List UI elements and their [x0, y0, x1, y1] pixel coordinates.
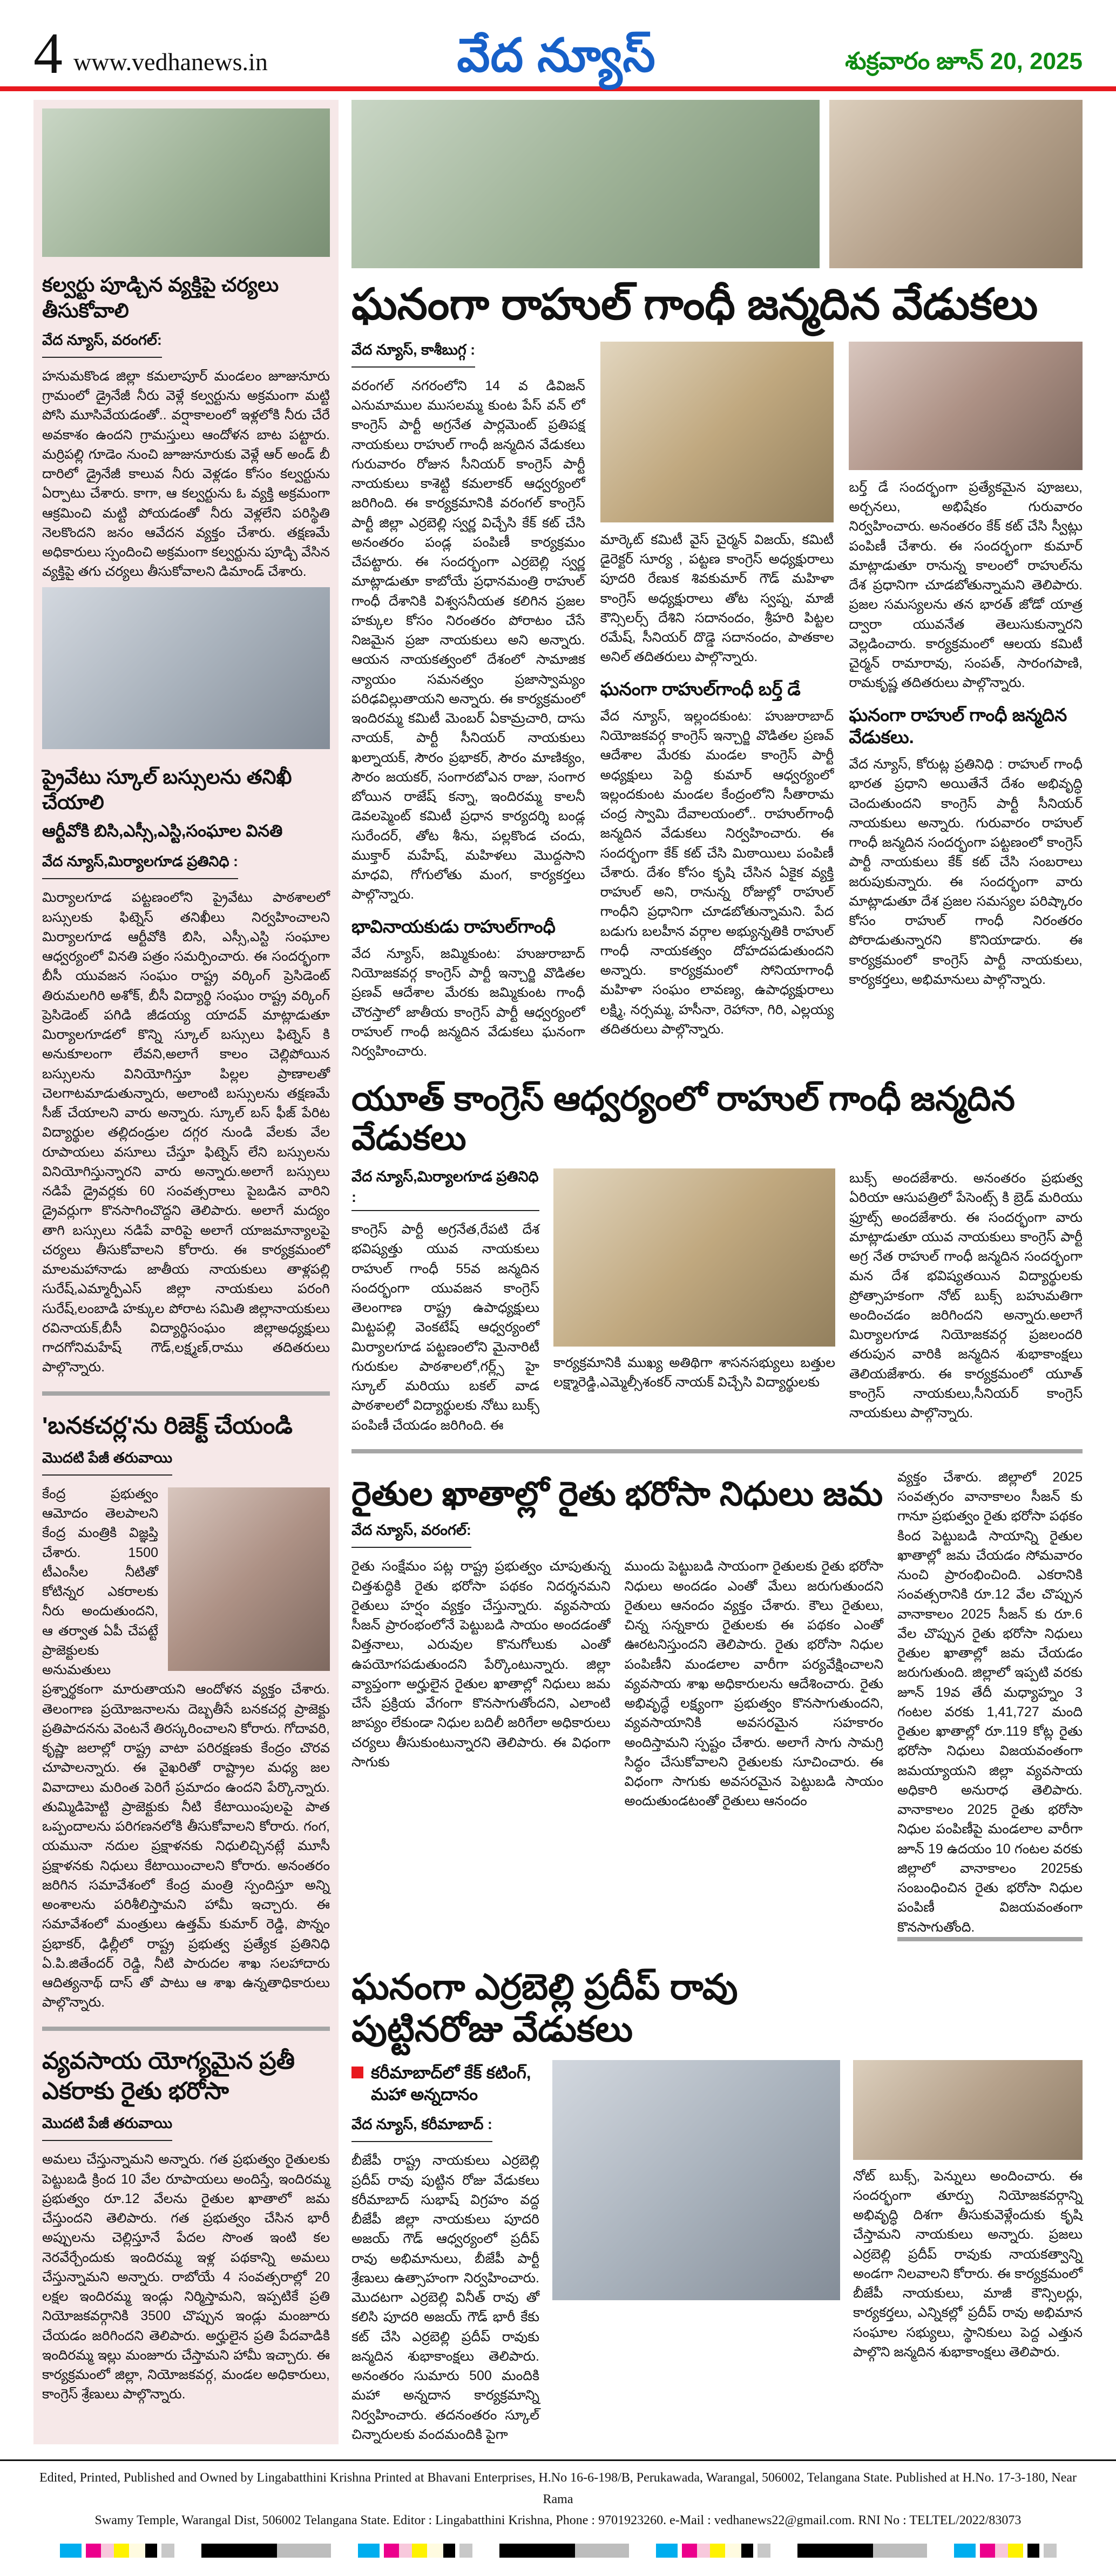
left-column — [33, 100, 339, 2444]
article-dateline: వేద న్యూస్,మిర్యాలగూడ ప్రతినిధి : — [351, 1168, 539, 1211]
article-body: బర్త్ డే సందర్భంగా ప్రత్యేకమైన పూజలు, అర్చనలు, అభిషేకం గురువారం నిర్వహించారు. అనంతరం కేక్ కట్ చేసి స్వీట్లు పంపిణీ చేశారు. ఈ సందర్భంగా కుమార్ మాట్లాడుతూ రానున్న కాలంలో రాహుల్‌ను దేశ ప్రధానిగా చూడబోతున్నామని తెలిపారు. ప్రజల సమస్యలను తన భారత్ జోడో యాత్ర ద్వారా యువనేత తెలుసుకున్నారని వెల్లడించారు. కార్యక్రమంలో ఆలయ కమిటీ చైర్మన్ రామారావు, సంపత్, సారంగపాణి, రామకృష్ణ తదితరులు పాల్గొన్నారు. — [849, 479, 1083, 691]
page-content — [0, 100, 1116, 2444]
photo-cake-cutting-street — [552, 2060, 840, 2300]
article-body: మార్కెట్ కమిటీ వైస్ చైర్మన్ విజయ్, కమిటీ డైరెక్టర్ సూర్య , పట్టణ కాంగ్రెస్ అధ్యక్షురాలు పూదరి రేణుక శివకుమార్ గౌడ్ మహిళా కాంగ్రెస్ అధ్యక్షురాలు తోట స్వప్న, మాజీ కౌన్సిలర్స్ దేశిని సదానందం, శ్రీహరి పిట్టల రమేష్, సీనియర్ దొడ్డె సదానందం, పాతకాల అనిల్ తదితరులు పాల్గొన్నారు. — [600, 532, 834, 665]
color-swatch — [697, 2544, 710, 2558]
color-swatch — [710, 2544, 725, 2558]
article-body: కాంగ్రెస్ పార్టీ అగ్రనేత,రేపటి దేశ భవిష్యత్తు యువ నాయకులు రాహుల్ గాంధీ 55వ జన్మదిన సందర్భంగా యువజన కాంగ్రెస్ తెలంగాణ రాష్ట్ర ఉపాధ్యక్షులు మిట్టపల్లి వెంకటేష్ ఆధ్వర్యంలో మిర్యాలగూడ పట్టణంలోని మైనారిటీ గురుకుల పాఠశాలలో,గర్ల్స్ హై స్కూల్ మరియు బకల్ వాడ పాఠశాలలో విద్యార్థులకు నోటు బుక్స్ పంపిణీ చేయడం జరిగింది. ఈ — [351, 1222, 539, 1433]
color-swatch — [682, 2544, 697, 2558]
website-url: www.vedhanews.in — [73, 48, 268, 76]
color-swatch — [412, 2544, 427, 2558]
imprint-line-1: Edited, Printed, Published and Owned by Lingabatthini Krishna Printed at Bhavani Enterprises, H.No 16-6-198/B, Perukawada, Warangal, 506002, Telangana State. Published at H.No. 17-3-180, Near Rama — [39, 2471, 1077, 2506]
article-body: రైతు సంక్షేమం పట్ల రాష్ట్ర ప్రభుత్వం చూపుతున్న చిత్తశుద్ధికి రైతు భరోసా పథకం నిదర్శనమని రైతులు హర్షం వ్యక్తం చేస్తున్నారు. వ్యవసాయ సీజన్ ప్రారంభంలోనే పెట్టుబడి సాయం అందడంతో విత్తనాలు, ఎరువుల కొనుగోలుకు ఎంతో ఉపయోగపడుతుందని పేర్కొంటున్నారు. జిల్లా వ్యాప్తంగా అర్హులైన రైతుల ఖాతాల్లో నిధులు జమ చేసే ప్రక్రియ వేగంగా కొనసాగుతోందని, ఎలాంటి జాప్యం లేకుండా నిధుల బదిలీ జరిగేలా అధికారులు చర్యలు తీసుకుంటున్నారని తెలిపారు. ఈ విధంగా సాగుకు — [351, 1559, 611, 1770]
color-swatch — [82, 2544, 86, 2558]
photo-annadanam-serving — [853, 2060, 1083, 2160]
article-dateline: వేద న్యూస్, కాశీబుగ్గ : — [351, 342, 475, 368]
article-rythu-bharosa-continued — [42, 2046, 330, 2404]
color-swatch — [161, 2544, 174, 2558]
color-swatch — [1023, 2544, 1027, 2558]
rythu-right-column — [897, 1467, 1083, 1955]
bullet-subhead — [351, 2062, 539, 2106]
rahul-col-2 — [600, 342, 834, 1062]
color-swatch — [277, 2544, 331, 2558]
color-swatch — [995, 2544, 1008, 2558]
youth-col-2 — [849, 1168, 1083, 1435]
article-dateline: వేద న్యూస్, వరంగల్: — [42, 332, 162, 358]
color-swatch — [725, 2544, 741, 2558]
article-body: ముందు పెట్టుబడి సాయంగా రైతులకు రైతు భరోసా నిధులు అందడం ఎంతో మేలు జరుగుతుందని రైతులు ఆనందం వ్యక్తం చేశారు. కౌలు రైతులు, చిన్న సన్నకారు రైతులకు ఈ పథకం ఎంతో ఊరటనిస్తుందని తెలిపారు. రైతు భరోసా నిధుల పంపిణీని మండలాల వారీగా పర్యవేక్షించాలని వ్యవసాయ శాఖ అధికారులను ఆదేశించారు. రైతు అభివృద్ధే లక్ష్యంగా ప్రభుత్వం కొనసాగుతుందని, వ్యవసాయానికి అవసరమైన సహకారం అందిస్తామని స్పష్టం చేశారు. అలాగే సాగు సామగ్రి సిద్ధం చేసుకోవాలని రైతులకు సూచించారు. ఈ విధంగా సాగుకు అవసరమైన పెట్టుబడి సాయం అందుతుండటంతో రైతులు ఆనందం — [624, 1559, 883, 1809]
color-swatch — [1044, 2544, 1057, 2558]
youth-col-1 — [351, 1168, 539, 1435]
article-banakacherla — [42, 1411, 330, 2013]
cmyk-color-bar — [0, 2544, 1116, 2558]
subhead-korutla-celebrations: ఘనంగా రాహుల్ గాంధీ జన్మదిన వేడుకలు. — [849, 704, 1067, 747]
article-body: హనుమకొండ జిల్లా కమలాపూర్ మండలం జూజునూరు గ్రామంలో డ్రైనేజీ నీరు వెళ్లే కల్వర్టును అక్రమంగా మట్టి పోసి మూసివేయడంతో.. వర్షాకాలంలో ఇళ్లలోకి నీరు చేరే అవకాశం ఉందని గ్రామస్తులు ఆందోళన బాట పట్టారు. మర్రిపల్లి గూడెం నుంచి జూజునూరుకు వెళ్లే ఆర్ అండ్ బీ దారిలో డ్రైనేజీ కాలువ నీరు వెళ్లడం కోసం కల్వర్టును ఏర్పాటు చేశారు. కాగా, ఆ కల్వర్టును ఓ వ్యక్తి అక్రమంగా ఆక్రమించి మట్టి పోయడంతో నీరు వెళ్లలేని పరిస్థితి నెలకొందని జనం ఆవేదన వ్యక్తం చేశారు. తక్షణమే అధికారులు స్పందించి అక్రమంగా కల్వర్టును పూడ్చి వేసిన వ్యక్తిపై తగు చర్యలు తీసుకోవాలని డిమాండ్ చేశారు. — [42, 368, 330, 580]
main-headline: ఘనంగా రాహుల్ గాంధీ జన్మదిన వేడుకలు — [351, 280, 1038, 329]
color-swatch — [384, 2544, 399, 2558]
rahul-article-columns — [351, 342, 1083, 1062]
article-body: మిర్యాలగూడ పట్టణంలోని ప్రైవేటు పాఠశాలలో బస్సులకు ఫిట్నెస్ తనిఖీలు నిర్వహించాలని మిర్యాలగూడ ఆర్టీవోకి బిసి, ఎస్సీ,ఎస్టి సంఘాల ఆధ్వర్యంలో వినతి పత్రం సమర్పించారు. ఈ సందర్భంగా బీసీ యువజన సంఘం రాష్ట్ర వర్కింగ్ ప్రెసిడెంట్ తిరుమలగిరి అశోక్, బీసీ విద్యార్థి సంఘం రాష్ట్ర వర్కింగ్ ప్రెసిడెంట్ పగిడి జీడయ్య యాదవ్ మాట్లాడుతూ మిర్యాలగూడలో కొన్ని స్కూల్ బస్సులు ఫిట్నెస్ కి అనుకూలంగా లేవని,అలాగే కాలం చెల్లిపోయిన బస్సులను వినియోగిస్తూ పిల్లల ప్రాణాలతో చెలగాటమాడుతున్నారు, అలాంటి బస్సులను తక్షణమే సీజ్ చేయాలని వారు అన్నారు. స్కూల్ బస్ ఫీజ్ పేరిట విద్యార్థుల తల్లిదండ్రుల దగ్గర నుండి వేలకు వేల రూపాయలు వసూలు చేస్తూ ఫిట్నెస్ లేని బస్సులను వినియోగిస్తున్నారని వారు అన్నారు.అలాగే బస్సులు నడిపే డ్రైవర్లకు 60 సంవత్సరాలు పైబడిన వారిని డ్రైవర్లుగా కొనసాగించొద్దని తెలిపారు. అలాగే మద్యం తాగి బస్సులు నడిపే వారిపై అలాగే యాజమాన్యాలపై చర్యలు తీసుకోవాలని కోరారు. ఈ కార్యక్రమంలో మాలమహానాడు జాతీయ నాయకులు తాళ్లపల్లి సురేష్,ఎమ్మార్పీఎస్ జిల్లా నాయకులు పరంగి సురేష్,లంబాడి హక్కుల పోరాట సమితి జిల్లానాయకులు రవినాయక్,బీసీ విద్యార్థిసంఘం జిల్లాఅధ్యక్షులు గాదగోనిమహేష్ గౌడ్,లక్ష్మణ్,రాము తదితరులు పాల్గొన్నారు. — [42, 890, 330, 1375]
article-culvert — [42, 272, 330, 581]
color-swatch — [399, 2544, 412, 2558]
color-swatch — [656, 2544, 678, 2558]
main-column — [351, 100, 1083, 2444]
issue-date: శుక్రవారం జూన్ 20, 2025 — [845, 48, 1083, 75]
article-dateline: వేద న్యూస్, వరంగల్: — [351, 1522, 471, 1548]
section-divider — [897, 1937, 1083, 1941]
youth-photo-block — [553, 1168, 835, 1435]
article-body: బీజేపీ రాష్ట్ర నాయకులు ఎర్రబెల్లి ప్రదీప్ రావు పుట్టిన రోజు వేడుకలు కరీమాబాద్ సుభాష్ విగ్రహం వద్ద బీజేపీ జిల్లా నాయకులు పూదరి అజయ్ గౌడ్ ఆధ్వర్యంలో ప్రదీప్ రావు అభిమానులు, బీజేపీ పార్టీ శ్రేణులు ఉత్సాహంగా నిర్వహించారు. మొదటగా ఎర్రబెల్లి వినీత్ రావు తో కలిసి పూదరి అజయ్ గౌడ్ భారీ కేకు కట్ చేసి ఎర్రబెల్లి ప్రదీప్ రావుకు జన్మదిన శుభాకాంక్షలు తెలిపారు. అనంతరం సుమారు 500 మందికి మహా అన్నదాన కార్యక్రమాన్ని నిర్వహించారు. తదనంతరం స్కూల్ చిన్నారులకు వందమందికి పైగా — [351, 2153, 539, 2442]
color-swatch — [455, 2544, 459, 2558]
article-body: వరంగల్ నగరంలోని 14 వ డివిజన్ ఎనుమాముల ముసలమ్మ కుంట పేస్ వన్ లో కాంగ్రెస్ పార్టీ అగ్రనేత పార్లమెంట్ ప్రతిపక్ష నాయకులు రాహుల్ గాంధీ జన్మదిన వేడుకలు గురువారం రోజున సీనియర్ కాంగ్రెస్ పార్టీ నాయకులు కాశెట్టి కమలాకర్ ఆధ్వర్యంలో జరిగింది. ఈ కార్యక్రమానికి వరంగల్ కాంగ్రెస్ పార్టీ జిల్లా ఎర్రబెల్లి స్వర్ణ విచ్చేసి కేక్ కట్ చేసి అనంతరం పండ్ల పంపిణీ కార్యక్రమం చేపట్టారు. ఈ సందర్భంగా ఎర్రబెల్లి స్వర్ణ మాట్లాడుతూ కాబోయే ప్రధానమంత్రి రాహుల్ గాంధీ దేశానికి విశ్వసనీయత కలిగిన ప్రజల హక్కుల కోసం నిరంతరం పోరాటం చేసే నిజమైన ప్రజా నాయకులు అని అన్నారు. ఆయన నాయకత్వంలో దేశంలో సామాజిక న్యాయం సమనత్వం ప్రజాస్వామ్యం పరిఢవిల్లుతాయని అన్నారు. ఈ కార్యక్రమంలో ఇందిరమ్మ కమిటీ మెంబర్ ఏకామ్రచారి, దాసు నాయక్, పార్టీ సీనియర్ నాయకులు ఖల్నాయక్, సౌరం ప్రభాకర్, సౌరం మాణిక్యం, సౌరం జయకర్, సంగారబోఎన రాజు, సంగార బోయిన రాజేష్ కన్నా, ఇందిరమ్మ కాలనీ డెవలప్మెంట్ కమిటీ ప్రధాన కార్యదర్శి బండ్ల సురేందర్, తోట శీను, పల్లకొండ చందు, ముక్తార్ మహేష్, మహిళలు మొద్దసాని మాధవి, గోగులోతు మంగ, కార్యకర్తలు పాల్గొన్నారు. — [351, 378, 585, 902]
photo-notebook-distribution-group — [553, 1168, 835, 1347]
color-swatch — [157, 2544, 161, 2558]
photo-cm-minister-meeting — [168, 1487, 330, 1671]
pradeep-col-1 — [351, 2060, 539, 2444]
bullet-subhead-text: కరీమాబాద్‌లో కేక్ కటింగ్, మహా అన్నదానం — [371, 2063, 531, 2104]
article-headline: ఘనంగా ఎర్రబెల్లి ప్రదీప్ రావు పుట్టినరోజు వేడుకలు — [351, 1966, 738, 2049]
section-divider — [42, 1391, 330, 1396]
color-swatch — [129, 2544, 145, 2558]
photo-cake-feeding-congress — [829, 100, 1083, 268]
photo-caption: కార్యక్రమానికి ముఖ్య అతిథిగా శాసనసభ్యులు బత్తుల లక్ష్మారెడ్డి,ఎమ్మెల్సీశంకర్ నాయక్ విచ్చేసి విద్యార్థులకు — [553, 1355, 835, 1390]
color-swatch — [459, 2544, 472, 2558]
article-continued-label: మొదటి పేజీ తరువాయి — [42, 2115, 172, 2141]
article-headline: కల్వర్టు పూడ్చిన వ్యక్తిపై చర్యలు తీసుకోవాలి — [42, 274, 279, 322]
color-swatch — [86, 2544, 101, 2558]
color-swatch — [380, 2544, 384, 2558]
color-swatch — [443, 2544, 455, 2558]
rahul-col-1 — [351, 342, 585, 1062]
section-divider — [351, 1449, 1083, 1453]
article-subheadline: ఆర్టీవోకి బిసి,ఎస్సీ,ఎస్టి,సంఘాల వినతి — [42, 821, 283, 841]
article-body: అమలు చేస్తున్నామని అన్నారు. గత ప్రభుత్వం రైతులకు పెట్టుబడి క్రింద 10 వేల రూపాయలు అందిస్తే, ఇందిరమ్మ ప్రభుత్వం రూ.12 వేలను రైతుల ఖాతాలో జమ చేస్తుందని తెలిపారు. గత ప్రభుత్వం చేసిన భారీ అప్పులను చెల్లిస్తూనే పేదల సొంత ఇంటి కల నెరవేర్చేందుకు ఇందిరమ్మ ఇళ్ల పథకాన్ని అమలు చేస్తున్నామని అన్నారు. రాబోయే 4 సంవత్సరాల్లో 20 లక్షల ఇందిరమ్మ ఇండ్లు నిర్మిస్తామని, ఇప్పటికే ప్రతి నియోజకవర్గానికి 3500 చొప్పున ఇండ్లు మంజూరు చేయడం జరిగిందని తెలిపారు. అర్హులైన ప్రతి పేదవాడికి ఇందిరమ్మ ఇల్లు మంజూరు చేస్తామని హామీ ఇచ్చారు. ఈ కార్యక్రమంలో జిల్లా, నియోజకవర్గ, మండల అధికారులు, కాంగ్రెస్ శ్రేణులు పాల్గొన్నారు. — [42, 2152, 330, 2402]
color-swatch — [114, 2544, 129, 2558]
article-school-bus — [42, 764, 330, 1377]
subhead-bhavinayakudu: భావినాయకుడు రాహుల్‌గాంధీ — [351, 916, 556, 936]
masthead-rule — [0, 86, 1116, 91]
article-rahul-birthday — [351, 280, 1083, 1061]
article-dateline: వేద న్యూస్,మిర్యాలగూడ ప్రతినిధి : — [42, 853, 238, 879]
article-headline: యూత్ కాంగ్రెస్ ఆధ్వర్యంలో రాహుల్ గాంధీ జన్మదిన వేడుకలు — [351, 1080, 1015, 1157]
imprint-line — [0, 2461, 1116, 2534]
color-swatch — [741, 2544, 753, 2558]
photo-temple-arch-gathering — [600, 342, 834, 522]
red-bullet-icon — [351, 2067, 363, 2078]
article-body: వేద న్యూస్, ఇల్లందకుంట: హుజురాబాద్ నియోజకవర్గ కాంగ్రెస్ ఇన్చార్జి వొడితల ప్రణవ్ ఆదేశాల మేరకు మండల కాంగ్రెస్ పార్టీ అధ్యక్షులు పెద్ది కుమార్ ఆధ్వర్యంలో ఇల్లందకుంట మండల కేంద్రంలోని సీతారామ చంద్ర స్వామి దేవాలయంలో.. రాహుల్‌గాంధీ జన్మదిన వేడుకలు నిర్వహించారు. ఈ సందర్భంగా కేక్ కట్ చేసి మిఠాయిలు పంపిణీ చేశారు. దేశం కోసం కృషి చేసిన ఏకైక వ్యక్తి రాహుల్ అని, రానున్న రోజుల్లో రాహుల్ గాంధీని ప్రధానిగా చూడబోతున్నామని. పేద బడుగు బలహీన వర్గాల అభ్యున్నతికి రాహుల్ గాంధీ నాయకత్వం దోహదపడుతుందని అన్నారు. కార్యక్రమంలో సోనియాగాంధీ మహిళా సంఘం లావణ్య, ఉపాధ్యక్షురాలు లక్ష్మి, నర్సమ్మ, హసీనా, రెహానా, గిరి, ఎల్లయ్య తదితరులు పాల్గొన్నారు. — [600, 708, 834, 1037]
photo-banana-table-celebration — [351, 100, 820, 268]
article-headline: 'బనకచర్ల'ను రిజెక్ట్ చేయండి — [42, 1412, 293, 1439]
color-swatch — [1027, 2544, 1039, 2558]
article-body-wrap — [42, 1484, 330, 2013]
article-headline: ప్రైవేటు స్కూల్ బస్సులను తనిఖీ చేయాలి — [42, 765, 292, 814]
imprint-line-2: Swamy Temple, Warangal Dist, 506002 Telangana State. Editor : Lingabatthini Krishna, Phone : 9701923260. e-Mail : vedhanews22@gmail.com. RNI No : TELTEL/2022/83073 — [94, 2513, 1022, 2528]
color-swatch — [101, 2544, 114, 2558]
page-header — [0, 0, 1116, 86]
photo-hall-women-gathering — [849, 342, 1083, 470]
masthead-title: వేద న్యూస్ — [457, 29, 656, 81]
top-photo-strip — [351, 100, 1083, 268]
article-pradeep-birthday — [351, 1966, 1083, 2444]
color-swatch — [753, 2544, 757, 2558]
color-swatch — [1039, 2544, 1044, 2558]
article-body: కేంద్ర ప్రభుత్వం ఆమోదం తెలపాలని కేంద్ర మంత్రికి విజ్ఞప్తి చేశారు. 1500 టీఎంసీల నీటితో కోటిన్నర ఎకరాలకు నీరు అందుతుందని, ఆ తర్వాత ఏపీ చేపట్టే ప్రాజెక్టులకు అనుమతులు ప్రశ్నార్థకంగా మారుతాయని ఆందోళన వ్యక్తం చేశారు. తెలంగాణ ప్రయోజనాలను దెబ్బతీసే బనకచర్ల ప్రాజెక్టు ప్రతిపాదనను వెంటనే తిరస్కరించాలని కోరారు. గోదావరి, కృష్ణా జలాల్లో రాష్ట్ర వాటా పరిరక్షణకు కేంద్రం చొరవ చూపాలన్నారు. ఈ వైఖరితో రాష్ట్రాల మధ్య జల వివాదాలు మరింత పెరిగే ప్రమాదం ఉందని పేర్కొన్నారు. తుమ్మిడిహెట్టి ప్రాజెక్టుకు నీటి కేటాయింపులపై పాత ఒప్పందాలను పరిగణనలోకి తీసుకోవాలని కోరారు. గంగ, యమునా నదుల ప్రక్షాళనకు నిధులిచ్చినట్లే మూసీ ప్రక్షాళనకు నిధులు కేటాయించాలని కోరారు. అనంతరం జరిగిన సమావేశంలో కేంద్ర మంత్రి స్పందిస్తూ అన్ని అంశాలను పరిశీలిస్తామని హామీ ఇచ్చారు. ఈ సమావేశంలో మంత్రులు ఉత్తమ్ కుమార్ రెడ్డి, పొన్నం ప్రభాకర్, ఢిల్లీలో రాష్ట్ర ప్రభుత్వ ప్రత్యేక ప్రతినిధి ఏ.పి.జితేందర్ రెడ్డి, నీటి పారుదల శాఖ సలహాదారు ఆదిత్యనాథ్ దాస్ తో పాటు ఆ శాఖ ఉన్నతాధికారులు పాల్గొన్నారు. — [42, 1486, 330, 2010]
header-left — [33, 22, 268, 86]
page-number: 4 — [33, 22, 63, 86]
rythu-columns — [351, 1557, 883, 1811]
article-rythu-bharosa — [351, 1467, 1083, 1955]
article-continued-label: మొదటి పేజీ తరువాయి — [42, 1450, 172, 1476]
color-swatch — [358, 2544, 380, 2558]
section-divider — [42, 2027, 330, 2031]
color-swatch — [980, 2544, 995, 2558]
color-swatch — [427, 2544, 443, 2558]
color-swatch — [954, 2544, 976, 2558]
article-body: వేద న్యూస్, జమ్మికుంట: హుజురాబాద్ నియోజకవర్గ కాంగ్రెస్ పార్టీ ఇన్చార్జి వొడితల ప్రణవ్ ఆదేశాల మేరకు జమ్మికుంట గాంధీ చౌరస్తాలో జాతీయ కాంగ్రెస్ పార్టీ ఆధ్వర్యంలో రాహుల్ గాంధీ జన్మదిన వేడుకలు ఘనంగా నిర్వహించారు. — [351, 946, 585, 1059]
article-dateline: వేద న్యూస్, కరీమాబాద్ : — [351, 2116, 492, 2142]
rahul-col-3 — [849, 342, 1083, 1062]
color-swatch — [976, 2544, 980, 2558]
photo-village-culvert-crowd — [42, 108, 330, 257]
color-swatch — [757, 2544, 770, 2558]
color-swatch — [873, 2544, 927, 2558]
article-body: బుక్స్ అందజేశారు. అనంతరం ప్రభుత్వ ఏరియా ఆసుపత్రిలో పేసెంట్స్ కి బ్రెడ్ మరియు ఫ్రూట్స్ అందజేశారు. ఈ సందర్భంగా వారు మాట్లాడుతూ యువ నాయకులు కాంగ్రెస్ పార్టీ అగ్ర నేత రాహుల్ గాంధీ జన్మదిన సందర్భంగా మన దేశ భవిష్యతయిన విద్యార్థులకు ప్రోత్సాహకంగా నోట్ బుక్స్ బహుమతిగా అందించడం జరిగిందని అన్నారు.అలాగే మిర్యాలగూడ నియోజకవర్గ ప్రజలందరి తరుపున వారికి జన్మదిన శుభాకాంక్షలు తెలియజేశారు. ఈ కార్యక్రమంలో యూత్ కాంగ్రెస్ నాయకులు,సీనియర్ కాంగ్రెస్ నాయకులు పాల్గొన్నారు. — [849, 1171, 1083, 1421]
article-body: వ్యక్తం చేశారు. జిల్లాలో 2025 సంవత్సరం వానాకాలం సీజన్ కు గానూ ప్రభుత్వం రైతు భరోసా పథకం కింద పెట్టుబడి సాయాన్ని రైతుల ఖాతాల్లో జమ చేయడం సోమవారం నుంచి ప్రారంభించింది. ఎకరానికి సంవత్సరానికి రూ.12 వేల చొప్పున వానాకాలం 2025 సీజన్ కు రూ.6 వేల చొప్పున రైతు భరోసా నిధులు రైతుల ఖాతాల్లో జమ చేయడం జరుగుతుంది. జిల్లాలో ఇప్పటి వరకు జూన్ 19వ తేదీ మధ్యాహ్నం 3 గంటల వరకు 1,41,727 మంది రైతుల ఖాతాల్లో రూ.119 కోట్ల రైతు భరోసా నిధులు విజయవంతంగా జమయ్యాయని జిల్లా వ్యవసాయ అధికారి అనురాధ తెలిపారు. వానాకాలం 2025 రైతు భరోసా నిధుల పంపిణీపై మండలాల వారీగా జూన్ 19 ఉదయం 10 గంటల వరకు జిల్లాలో వానాకాలం 2025కు సంబంధించిన రైతు భరోసా నిధుల పంపిణీ విజయవంతంగా కొనసాగుతోంది. — [897, 1469, 1083, 1935]
color-swatch — [145, 2544, 157, 2558]
color-swatch — [499, 2544, 575, 2558]
pradeep-col-2 — [853, 2060, 1083, 2444]
article-body: నోట్ బుక్స్, పెన్నులు అందించారు. ఈ సందర్భంగా తూర్పు నియోజకవర్గాన్ని అభివృద్ధి దిశగా తీసుకువెళ్లేందుకు కృషి చేస్తామని నాయకులు అన్నారు. ప్రజలు ఎర్రబెల్లి ప్రదీప్ రావుకు నాయకత్వాన్ని అండగా నిలవాలని కోరారు. ఈ కార్యక్రమంలో బీజేపీ నాయకులు, మాజీ కౌన్సిలర్లు, కార్యకర్తలు, ఎన్నికల్లో ప్రదీప్ రావు అభిమాన సంఘాల సభ్యులు, స్థానికులు పెద్ద ఎత్తున పాల్గొని జన్మదిన శుభాకాంక్షలు తెలిపారు. — [853, 2168, 1083, 2360]
color-swatch — [575, 2544, 629, 2558]
rythu-left-block — [351, 1467, 883, 1955]
article-youth-congress — [351, 1079, 1083, 1435]
youth-article-columns — [351, 1168, 1083, 1435]
photo-bus-inspection-memorandum — [42, 587, 330, 749]
color-swatch — [1008, 2544, 1023, 2558]
article-headline: రైతుల ఖాతాల్లో రైతు భరోసా నిధులు జమ — [351, 1475, 883, 1513]
color-swatch — [60, 2544, 82, 2558]
color-swatch — [201, 2544, 277, 2558]
color-swatch — [797, 2544, 873, 2558]
pradeep-columns — [351, 2060, 1083, 2444]
article-body: వేద న్యూస్, కోరుట్ల ప్రతినిధి : రాహుల్ గాంధీ భారత ప్రధాని అయితేనే దేశం అభివృద్ధి చెందుతుందని కాంగ్రెస్ పార్టీ సీనియర్ నాయకులు అన్నారు. గురువారం రాహుల్ గాంధీ జన్మదిన సందర్భంగా పట్టణంలో కాంగ్రెస్ పార్టీ నాయకులు కేక్ కట్ చేసి సంబరాలు జరుపుకున్నారు. ఈ సందర్భంగా వారు మాట్లాడుతూ దేశ ప్రజల సమస్యల పరిష్కారం కోసం రాహుల్ గాంధీ నిరంతరం పోరాడుతున్నారని కొనియాడారు. ఈ కార్యక్రమంలో కాంగ్రెస్ పార్టీ నాయకులు, కార్యకర్తలు, అభిమానులు పాల్గొన్నారు. — [849, 757, 1083, 987]
color-swatch — [678, 2544, 682, 2558]
article-headline: వ్యవసాయ యోగ్యమైన ప్రతీ ఎకరాకు రైతు భరోసా — [42, 2047, 295, 2105]
subhead-rahul-birthday: ఘనంగా రాహుల్‌గాంధీ బర్త్ డే — [600, 678, 801, 699]
